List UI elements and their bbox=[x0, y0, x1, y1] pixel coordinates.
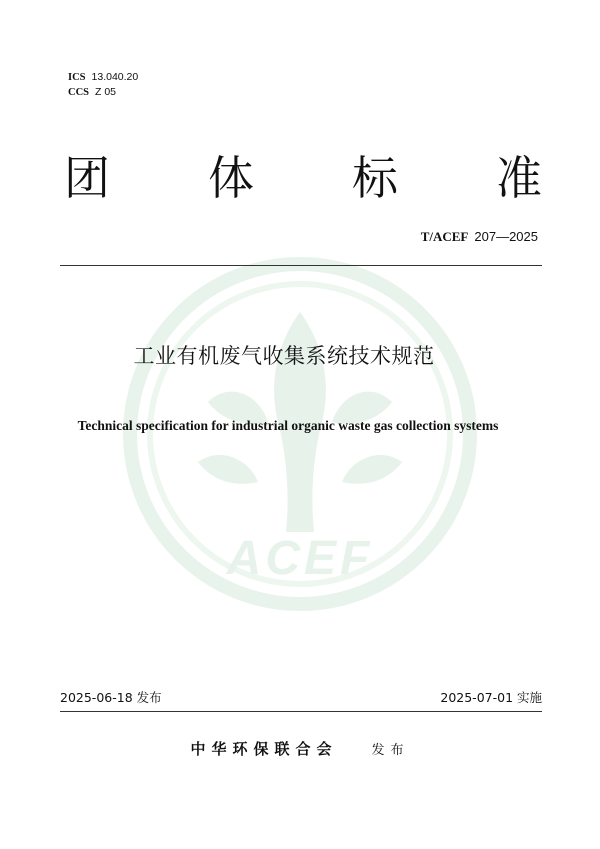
publish-verb: 发布 bbox=[371, 743, 410, 758]
ccs-value: Z 05 bbox=[95, 86, 117, 98]
chinese-title-text: 工业有机废气收集系统技术规范 bbox=[133, 344, 435, 368]
ics-row bbox=[68, 70, 138, 85]
standard-type-title bbox=[64, 150, 542, 206]
ccs-row bbox=[68, 85, 138, 100]
english-title bbox=[0, 418, 600, 434]
ccs-label: CCS bbox=[68, 87, 90, 98]
standard-code: 207—2025 bbox=[474, 229, 538, 244]
acef-watermark-logo bbox=[118, 252, 482, 616]
chinese-title bbox=[0, 340, 600, 370]
publisher-name: 中华环保联合会 bbox=[190, 740, 338, 758]
english-title-text: Technical specification for industrial organic waste gas collection systems bbox=[77, 418, 499, 433]
title-char: 标 bbox=[352, 151, 398, 205]
standard-number bbox=[421, 229, 538, 245]
title-char: 准 bbox=[496, 151, 542, 205]
publisher-line bbox=[0, 738, 600, 759]
standard-prefix: T/ACEF bbox=[420, 229, 469, 244]
top-divider bbox=[60, 265, 542, 266]
bottom-divider bbox=[60, 711, 542, 712]
ics-value: 13.040.20 bbox=[91, 71, 139, 83]
classification-codes bbox=[68, 70, 138, 100]
ics-label: ICS bbox=[68, 72, 86, 83]
title-char: 团 bbox=[64, 151, 110, 205]
watermark-text: ACEF bbox=[226, 532, 374, 585]
publish-date: 2025-06-18 发布 bbox=[60, 690, 162, 705]
effective-date: 2025-07-01 实施 bbox=[440, 690, 542, 705]
title-char: 体 bbox=[208, 151, 254, 205]
